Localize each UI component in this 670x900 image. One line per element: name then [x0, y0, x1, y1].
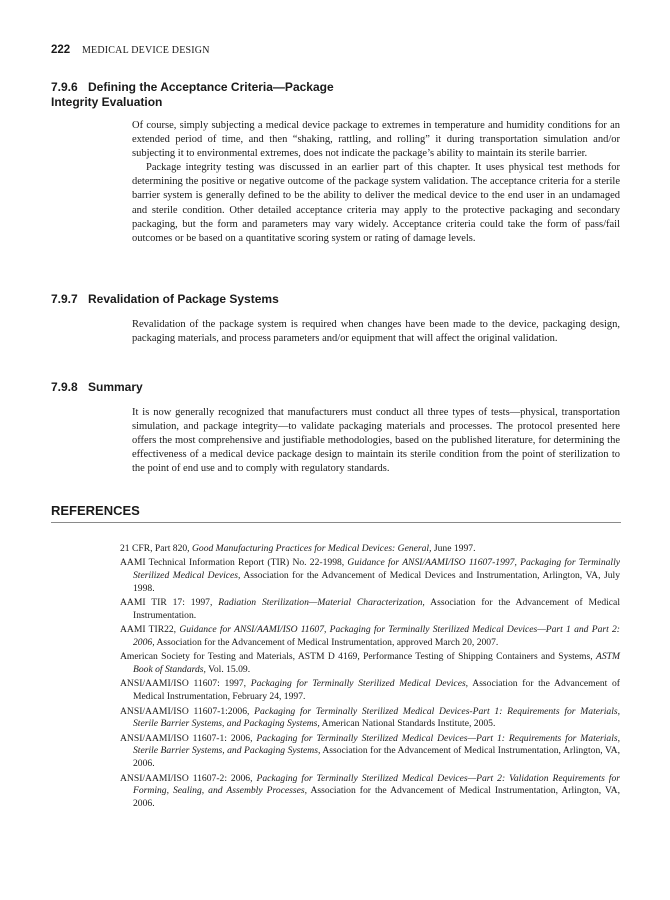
section-number: 7.9.7: [51, 292, 78, 306]
references-heading: REFERENCES: [51, 503, 621, 523]
paragraph: Of course, simply subjecting a medical device package to extremes in temperature and humidity conditions for an extended period of time, and then “shaking, rattling, and rolling” it during transportation simulation and/or subjecting it to environmental extremes, does not indicate the package’s ability to maintain its sterile barrier.: [132, 120, 620, 160]
reference-item: ANSI/AAMI/ISO 11607: 1997, Packaging for Terminally Sterilized Medical Devices, Association for the Advancement of Medical Instrumentation, February 24, 1997.: [120, 678, 620, 703]
section-heading-7-9-7: [51, 292, 279, 307]
section-title-line2: Integrity Evaluation: [51, 95, 163, 109]
section-body-7-9-7: [132, 318, 620, 346]
paragraph: Package integrity testing was discussed in an earlier part of this chapter. It uses physical test methods for determining the positive or negative outcome of the package system validation. The acceptance criteria for a sterile barrier system is generally defined to be the ability to deliver the medical device to the end user in an undamaged and sterile condition. Other detailed acceptance criteria may apply to the protective packaging and secondary packaging, but the form and parameters may vary widely. Acceptance criteria could take the form of pass/fail outcomes or be based on a quantitative scoring system or rating of damage levels.: [132, 162, 620, 244]
reference-item: American Society for Testing and Materials, ASTM D 4169, Performance Testing of Shipping Containers and Systems, ASTM Book of Standards, Vol. 15.09.: [120, 651, 620, 676]
section-number: 7.9.6: [51, 80, 78, 94]
running-header: [51, 44, 210, 56]
page-number: 222: [51, 44, 71, 56]
section-heading-7-9-8: [51, 380, 143, 395]
paragraph: It is now generally recognized that manufacturers must conduct all three types of tests—physical, transportation simulation, and package integrity—to validate packaging materials and processes. The protocol presented here offers the most comprehensive and justifiable methodologies, based on the published literature, for determining the effectiveness of a medical device package design to maintain its sterile condition from the point of sterilization to the point of end use and to comply with regulatory standards.: [132, 407, 620, 475]
reference-list: [120, 543, 620, 812]
paragraph: Revalidation of the package system is required when changes have been made to the device, packaging design, packaging materials, and process parameters and/or equipment that will affect the original validation.: [132, 319, 620, 345]
reference-item: ANSI/AAMI/ISO 11607-2: 2006, Packaging for Terminally Sterilized Medical Devices—Part 2: Validation Requirements for Forming, Sealing, and Assembly Processes, Association for the Advancement of Medical Instrumentation, Arlington, VA, 2006.: [120, 772, 620, 810]
reference-item: AAMI TIR 17: 1997, Radiation Sterilization—Material Characterization, Association for the Advancement of Medical Instrumentation.: [120, 597, 620, 621]
reference-item: AAMI Technical Information Report (TIR) No. 22-1998, Guidance for ANSI/AAMI/ISO 11607-1997, Packaging for Terminally Sterilized Medical Devices, Association for the Advancement of Medical Devices and Instrumentation, Arlington, VA, July 1998.: [120, 557, 621, 594]
section-title-line1: Defining the Acceptance Criteria—Package: [88, 80, 334, 94]
section-title: Revalidation of Package Systems: [88, 292, 279, 306]
section-number: 7.9.8: [51, 380, 78, 394]
section-body-7-9-6: [132, 119, 620, 246]
section-body-7-9-8: [132, 406, 620, 476]
section-title: Summary: [88, 380, 143, 394]
running-title: MEDICAL DEVICE DESIGN: [81, 45, 210, 56]
section-heading-7-9-6: [51, 80, 334, 110]
reference-item: ANSI/AAMI/ISO 11607-1: 2006, Packaging for Terminally Sterilized Medical Devices—Part 1: Requirements for Materials, Sterile Barrier Systems, and Packaging Systems, Association for the Advancement of Medical Instrumentation, Arlington, VA, 2006.: [120, 732, 621, 770]
reference-item: AAMI TIR22, Guidance for ANSI/AAMI/ISO 11607, Packaging for Terminally Sterilized Medical Devices—Part 1 and Part 2: 2006, Association for the Advancement of Medical Instrumentation, approved March 20, 2007.: [120, 624, 620, 649]
reference-item: 21 CFR, Part 820, Good Manufacturing Practices for Medical Devices: General, June 1997.: [120, 543, 476, 554]
reference-item: ANSI/AAMI/ISO 11607-1:2006, Packaging for Terminally Sterilized Medical Devices-Part 1: Requirements for Materials, Sterile Barrier Systems, and Packaging Systems, American National Standards Institute, 2005.: [120, 705, 620, 730]
